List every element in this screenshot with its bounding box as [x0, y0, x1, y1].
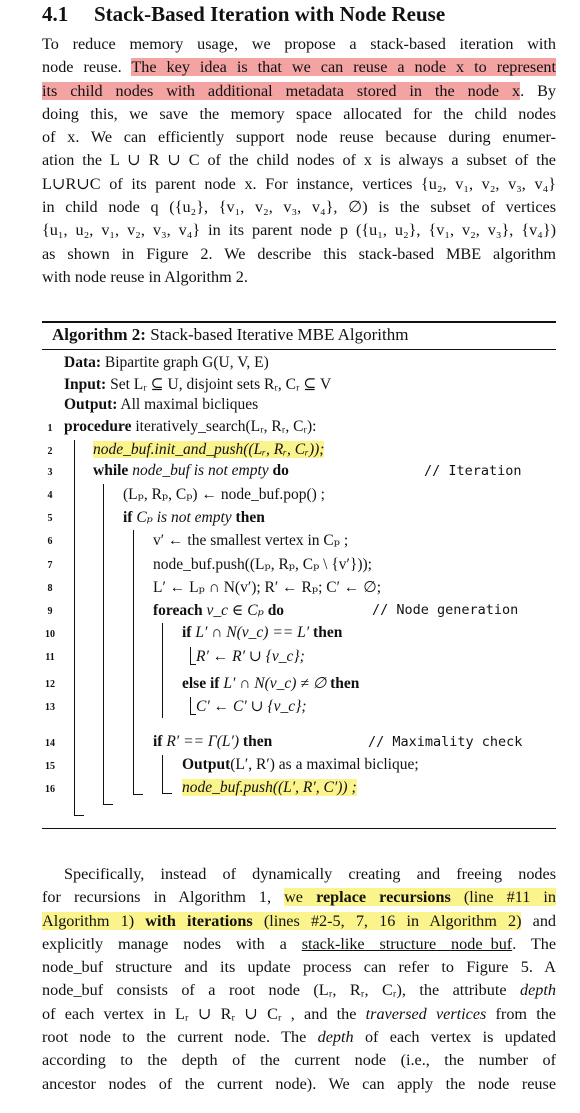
- text-line: doing this, we save the memory space allocated for the child nodes: [42, 104, 556, 123]
- section-number: 4.1: [42, 2, 69, 26]
- text-line: explicitly manage nodes with a stack-like structure node_buf. The: [42, 934, 557, 953]
- comment-iteration: // Iteration: [424, 463, 522, 479]
- algo-line-6: v′ ← the smallest vertex in Cₚ ;: [153, 532, 349, 549]
- algorithm-title-rule: [42, 349, 556, 350]
- algo-line-16: [182, 779, 357, 797]
- line-number: 5: [47, 513, 53, 524]
- scope-bar-end: [74, 815, 84, 816]
- algorithm-input: Input: Set Lᵣ ⊆ U, disjoint sets Rᵣ, Cᵣ ⊆ V: [64, 376, 332, 393]
- scope-bar: [74, 440, 75, 815]
- text-line: root node to the current node. The depth of each vertex is updated: [42, 1028, 556, 1047]
- algo-line-9: foreach v_c ∈ Cₚ do: [153, 602, 285, 619]
- text-line: as shown in Figure 2. We describe this stack-based MBE algorithm: [42, 244, 556, 263]
- algo-line-11: R′ ← R′ ∪ {v_c};: [196, 648, 305, 665]
- algo-line-15: Output(L′, R′) as a maximal biclique;: [182, 756, 419, 773]
- line-number: 10: [45, 629, 55, 640]
- scope-bar-end: [162, 793, 172, 794]
- comment-maximality: // Maximality check: [368, 734, 523, 750]
- line-number: 7: [47, 560, 53, 571]
- text-line: for recursions in Algorithm 1, we replace recursions (line #11 in: [42, 888, 557, 907]
- algo-line-4: (Lₚ, Rₚ, Cₚ) ← node_buf.pop() ;: [123, 486, 325, 503]
- line-number: 9: [47, 606, 53, 617]
- text-line: of x. We can efficiently support node reuse because during enumer-: [42, 128, 556, 147]
- algo-line-14: if R′ == Γ(L′) then: [153, 733, 273, 750]
- line-number: 4: [47, 490, 53, 501]
- text-line: node_buf structure and its update process can refer to Figure 5. A: [42, 958, 556, 977]
- algo-line-1: procedure iteratively_search(Lᵣ, Rᵣ, Cᵣ):: [64, 418, 317, 435]
- section-title: Stack-Based Iteration with Node Reuse: [94, 2, 446, 26]
- line-number: 11: [45, 652, 55, 663]
- paragraph-body: [42, 863, 556, 1096]
- paragraph-intro: [42, 33, 556, 289]
- algo-line-5: if Cₚ is not empty then: [123, 509, 265, 526]
- underlined-text: stack-like structure node_buf: [301, 934, 513, 953]
- highlight-yellow: Algorithm 1) with iterations (lines #2-5, 7, 16 in Algorithm 2): [42, 911, 522, 930]
- text-line: according to the depth of the current node (i.e., the number of: [42, 1051, 556, 1070]
- line-number: 1: [47, 423, 53, 434]
- scope-bar: [103, 484, 104, 804]
- algorithm-bottom-rule: [42, 828, 556, 829]
- line-number: 3: [47, 467, 53, 478]
- algo-line-12: else if L′ ∩ N(v_c) ≠ ∅ then: [182, 675, 360, 692]
- section-heading: [42, 2, 445, 27]
- text-line: Algorithm 1) with iterations (lines #2-5, 7, 16 in Algorithm 2) and: [42, 911, 557, 930]
- scope-bar: [190, 647, 191, 664]
- algorithm-title: Algorithm 2: Stack-based Iterative MBE Algorithm: [52, 325, 409, 344]
- line-number: 8: [47, 583, 53, 594]
- line-number: 16: [45, 784, 55, 795]
- algorithm-top-rule: [42, 321, 556, 323]
- scope-bar: [162, 623, 163, 718]
- text-line: node reuse. The key idea is that we can reuse a node x to represent: [42, 58, 557, 77]
- algo-line-2: [93, 441, 324, 459]
- scope-bar-end: [103, 804, 113, 805]
- text-line: Specifically, instead of dynamically creating and freeing nodes: [64, 865, 556, 883]
- algo-line-13: C′ ← C′ ∪ {v_c};: [196, 698, 307, 715]
- text-line: ation the L ∪ R ∪ C of the child nodes of x is always a subset of the: [42, 151, 556, 170]
- highlight-yellow: we replace recursions (line #11 in: [284, 888, 557, 907]
- scope-bar-end: [190, 714, 196, 715]
- line-number: 13: [45, 702, 55, 713]
- scope-bar: [190, 697, 191, 714]
- line-number: 12: [45, 679, 55, 690]
- text-line: of each vertex in Lᵣ ∪ Rᵣ ∪ Cᵣ , and the traversed vertices from the: [42, 1004, 556, 1023]
- comment-node-generation: // Node generation: [372, 602, 519, 618]
- line-number: 6: [47, 536, 53, 547]
- text-line: ancestor nodes of the current node). We can apply the node reuse: [42, 1074, 556, 1093]
- algo-line-10: if L′ ∩ N(v_c) == L′ then: [182, 624, 343, 641]
- text-line: its child nodes with additional metadata stored in the node x. By: [42, 81, 556, 100]
- algo-line-7: node_buf.push((Lₚ, Rₚ, Cₚ \ {v′}));: [153, 556, 372, 573]
- text-line: L∪R∪C of its parent node x. For instance, vertices {u₂, v₁, v₂, v₃, v₄}: [42, 174, 556, 193]
- line-number: 14: [45, 738, 55, 749]
- line-number: 15: [45, 761, 55, 772]
- scope-bar: [133, 530, 134, 794]
- algo-line-3: while node_buf is not empty do: [93, 462, 289, 479]
- highlight-yellow: node_buf.push((L′, R′, C′)) ;: [182, 779, 357, 796]
- text-line: with node reuse in Algorithm 2.: [42, 267, 248, 286]
- text-line: in child node q ({u₂}, {v₁, v₂, v₃, v₄}, ∅) is the subset of vertices: [42, 198, 556, 217]
- algorithm-data: Data: Bipartite graph G(U, V, E): [64, 354, 269, 371]
- highlight-yellow: node_buf.init_and_push((Lᵣ, Rᵣ, Cᵣ));: [93, 441, 325, 458]
- algo-line-8: L′ ← Lₚ ∩ N(v′); R′ ← Rₚ; C′ ← ∅;: [153, 579, 382, 596]
- scope-bar: [162, 755, 163, 793]
- text-line: To reduce memory usage, we propose a stack-based iteration with: [42, 35, 556, 53]
- highlight-red: The key idea is that we can reuse a node x to represent: [131, 58, 557, 77]
- line-number: 2: [47, 446, 53, 457]
- algorithm-output: Output: All maximal bicliques: [64, 396, 259, 413]
- scope-bar-end: [133, 794, 143, 795]
- text-line: node_buf consists of a root node (Lᵣ, Rᵣ, Cᵣ), the attribute depth: [42, 981, 556, 1000]
- scope-bar-end: [190, 664, 196, 665]
- text-line: {u₁, u₂, v₁, v₂, v₃, v₄} in its parent node p ({u₁, u₂}, {v₁, v₂, v₃}, {v₄}): [42, 221, 556, 240]
- highlight-red: its child nodes with additional metadata stored in the node x: [42, 81, 521, 100]
